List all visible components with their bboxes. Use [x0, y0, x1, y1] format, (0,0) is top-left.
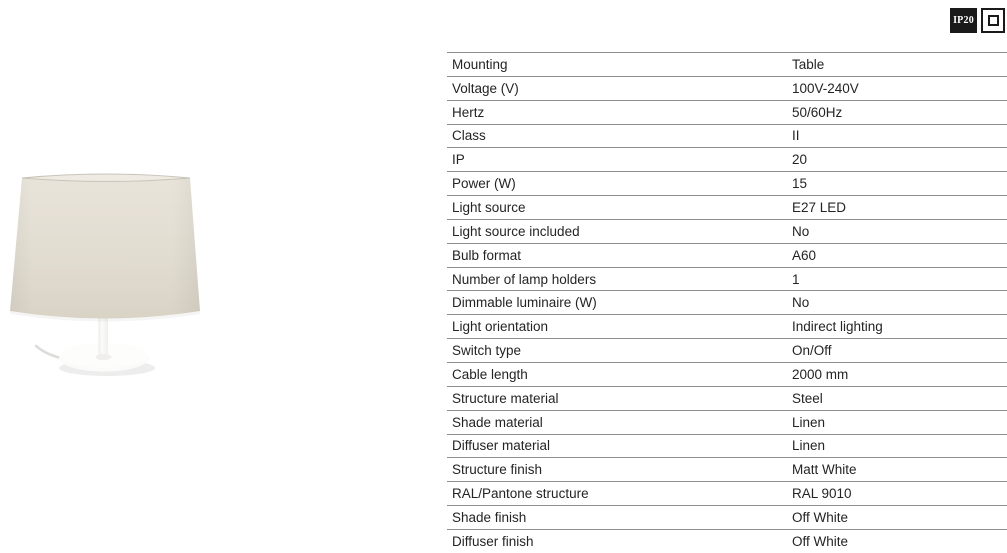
spec-value: Off White [792, 533, 849, 549]
spec-value: 100V-240V [792, 80, 859, 96]
spec-row [447, 219, 1007, 243]
spec-row [447, 100, 1007, 124]
class-ii-double-insulation-icon [981, 8, 1005, 33]
spec-value: 20 [792, 152, 808, 168]
class-ii-inner-square [988, 15, 999, 26]
spec-row [447, 76, 1007, 100]
spec-value: Off White [792, 509, 849, 525]
spec-row [447, 410, 1007, 434]
spec-label: Diffuser finish [452, 533, 534, 549]
spec-value: 2000 mm [792, 366, 849, 382]
spec-label: Bulb format [452, 247, 522, 263]
spec-row [447, 267, 1007, 291]
table-lamp-illustration [8, 158, 228, 388]
spec-value: E27 LED [792, 199, 847, 215]
spec-row [447, 52, 1007, 76]
spec-label: Light orientation [452, 319, 549, 335]
spec-label: Diffuser material [452, 438, 551, 454]
specification-table [447, 52, 1007, 553]
ip20-badge-icon: IP20 [950, 8, 977, 33]
spec-value: Indirect lighting [792, 319, 883, 335]
spec-row [447, 434, 1007, 458]
spec-row [447, 314, 1007, 338]
spec-value: A60 [792, 247, 817, 263]
spec-label: Voltage (V) [452, 80, 519, 96]
spec-row [447, 386, 1007, 410]
spec-label: Switch type [452, 343, 522, 359]
spec-value: Table [792, 56, 825, 72]
spec-label: Shade material [452, 414, 543, 430]
spec-label: Dimmable luminaire (W) [452, 295, 597, 311]
spec-value: 1 [792, 271, 800, 287]
spec-label: Number of lamp holders [452, 271, 597, 287]
spec-value: On/Off [792, 343, 832, 359]
spec-value: II [792, 128, 800, 144]
spec-value: Matt White [792, 462, 857, 478]
spec-row [447, 147, 1007, 171]
spec-row [447, 243, 1007, 267]
spec-value: No [792, 223, 810, 239]
spec-row [447, 457, 1007, 481]
rating-badges [950, 8, 1005, 33]
spec-value: Linen [792, 438, 826, 454]
spec-label: Structure finish [452, 462, 543, 478]
spec-label: Class [452, 128, 486, 144]
spec-row [447, 338, 1007, 362]
spec-label: Structure material [452, 390, 559, 406]
spec-value: 50/60Hz [792, 104, 843, 120]
spec-label: Power (W) [452, 176, 516, 192]
spec-row [447, 290, 1007, 314]
spec-row [447, 171, 1007, 195]
spec-label: Light source [452, 199, 526, 215]
spec-value: No [792, 295, 810, 311]
spec-value: RAL 9010 [792, 486, 852, 502]
spec-label: Hertz [452, 104, 485, 120]
spec-row [447, 362, 1007, 386]
spec-row [447, 529, 1007, 553]
spec-value: 15 [792, 176, 808, 192]
spec-row [447, 505, 1007, 529]
spec-label: Mounting [452, 56, 508, 72]
spec-label: Shade finish [452, 509, 527, 525]
spec-label: Light source included [452, 223, 580, 239]
spec-row [447, 195, 1007, 219]
spec-row [447, 124, 1007, 148]
spec-label: Cable length [452, 366, 528, 382]
spec-value: Linen [792, 414, 826, 430]
lamp-shade-side-shading [10, 174, 200, 319]
spec-value: Steel [792, 390, 823, 406]
product-photo-table-lamp [8, 158, 228, 388]
stem-foot [96, 354, 112, 360]
spec-label: RAL/Pantone structure [452, 486, 589, 502]
spec-row [447, 481, 1007, 505]
spec-label: IP [452, 152, 465, 168]
